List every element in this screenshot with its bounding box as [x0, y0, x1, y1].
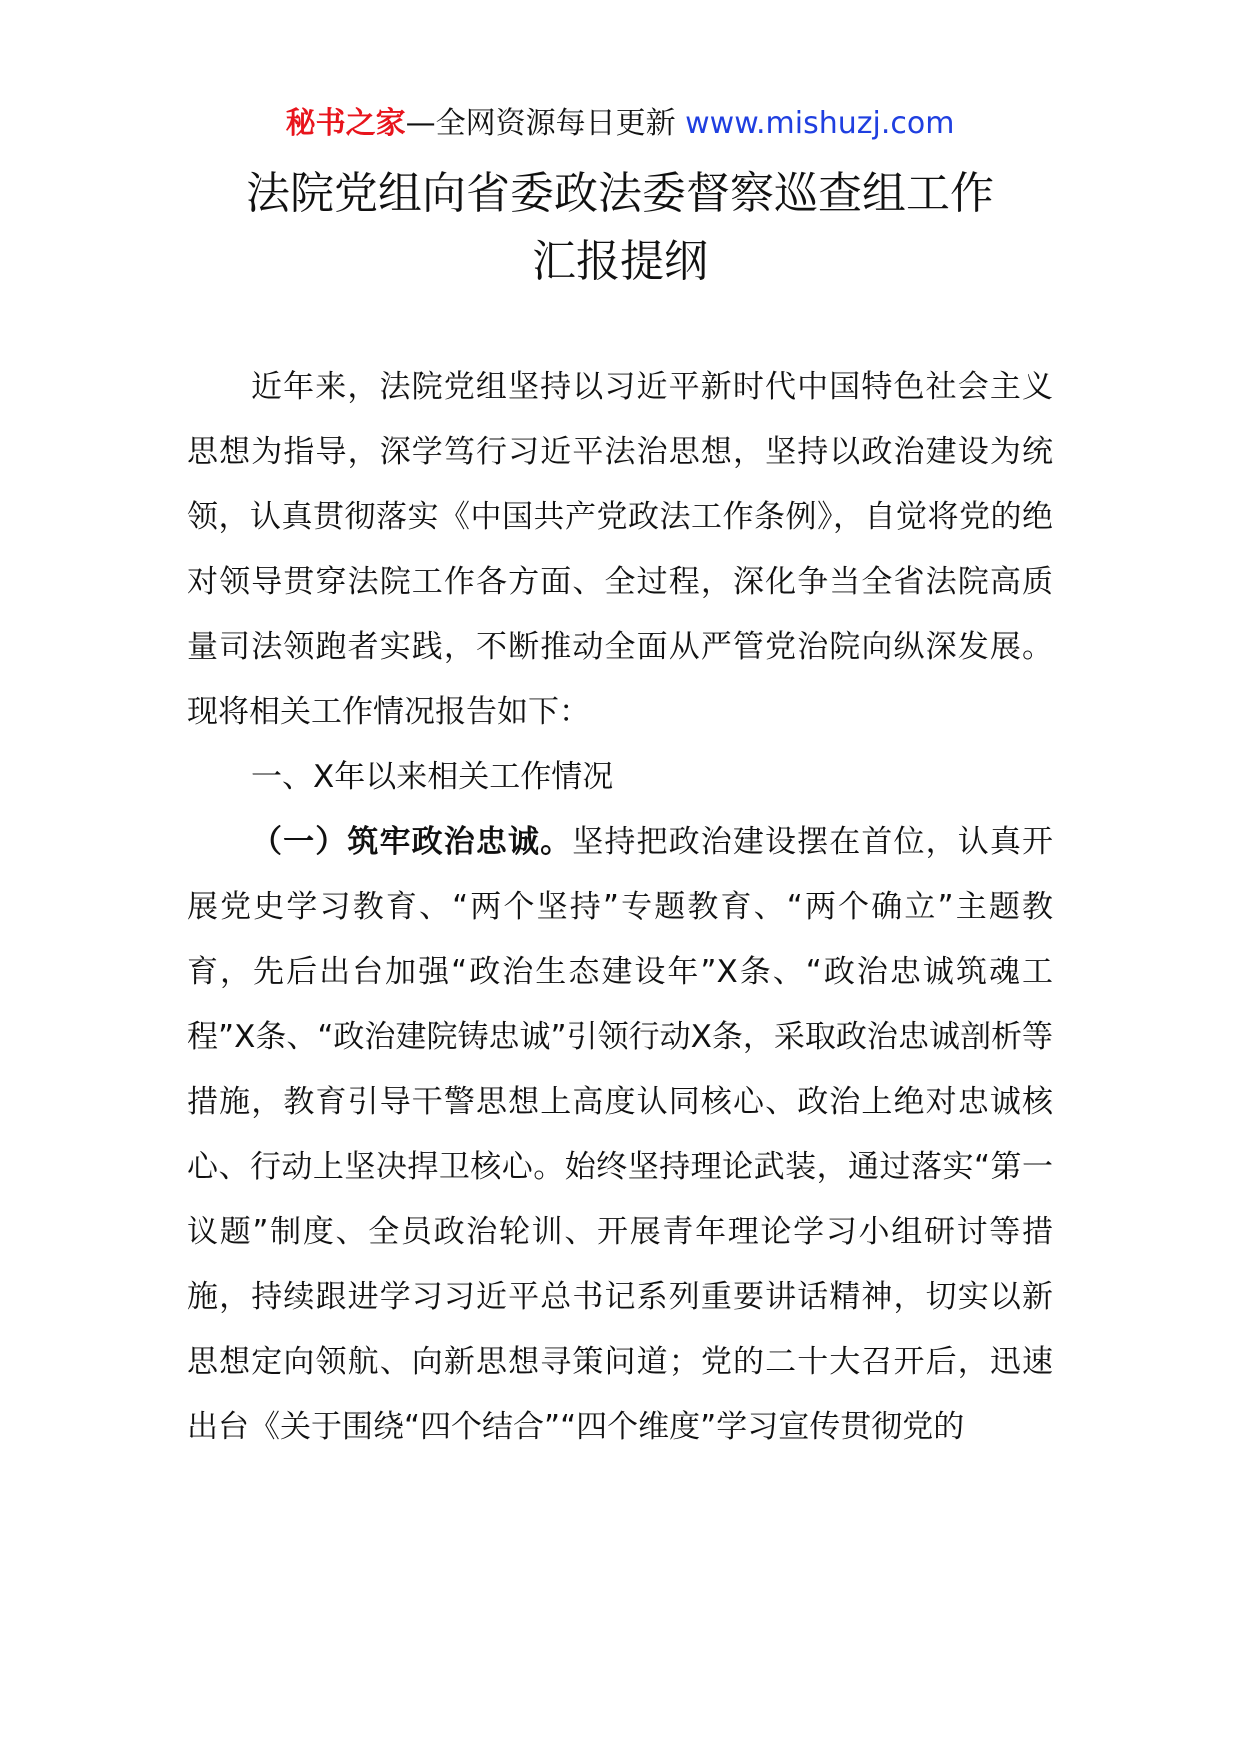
item-text-1: 坚持把政治建设摆在首位，认真开展党史学习教育、“两个坚持”专题教育、“两个确立”主题教育，先后出台加强“政治生态建设年”X条、“政治忠诚筑魂工程”X条、“政治建院铸忠诚”引领行动X条，采取政治忠诚剖析等措施，教育引导干警思想上高度认同核心、政治上绝对忠诚核心、行动上坚决捍卫核心。始终坚持理论武装，通过落实“第一议题”制度、全员政治轮训、开展青年理论学习小组研讨等措施，持续跟进学习习近平总书记系列重要讲话精神，切实以新思想定向领航、向新思想寻策问道；党的二十大召开后，迅速出台《关于围绕“四个结合”“四个维度”学习宣传贯彻党的 — [187, 824, 1053, 1445]
banner-brand: 秘书之家 — [285, 106, 406, 141]
site-banner — [0, 100, 1240, 148]
document-title — [0, 160, 1240, 296]
section-heading-1: 一、X年以来相关工作情况 — [251, 759, 614, 795]
document-body — [187, 355, 1053, 1460]
banner-url-link[interactable]: www.mishuzj.com — [685, 106, 955, 141]
banner-slogan: —全网资源每日更新 — [405, 106, 676, 141]
title-line-2: 汇报提纲 — [532, 236, 708, 287]
item-paragraph-1 — [187, 810, 1053, 1460]
intro-paragraph: 近年来，法院党组坚持以习近平新时代中国特色社会主义思想为指导，深学笃行习近平法治思想，坚持以政治建设为统领，认真贯彻落实《中国共产党政法工作条例》，自觉将党的绝对领导贯穿法院工作各方面、全过程，深化争当全省法院高质量司法领跑者实践，不断推动全面从严管党治院向纵深发展。现将相关工作情况报告如下： — [187, 369, 1053, 730]
title-line-1: 法院党组向省委政法委督察巡查组工作 — [246, 168, 994, 219]
item-lead-1: （一）筑牢政治忠诚。 — [251, 824, 573, 860]
